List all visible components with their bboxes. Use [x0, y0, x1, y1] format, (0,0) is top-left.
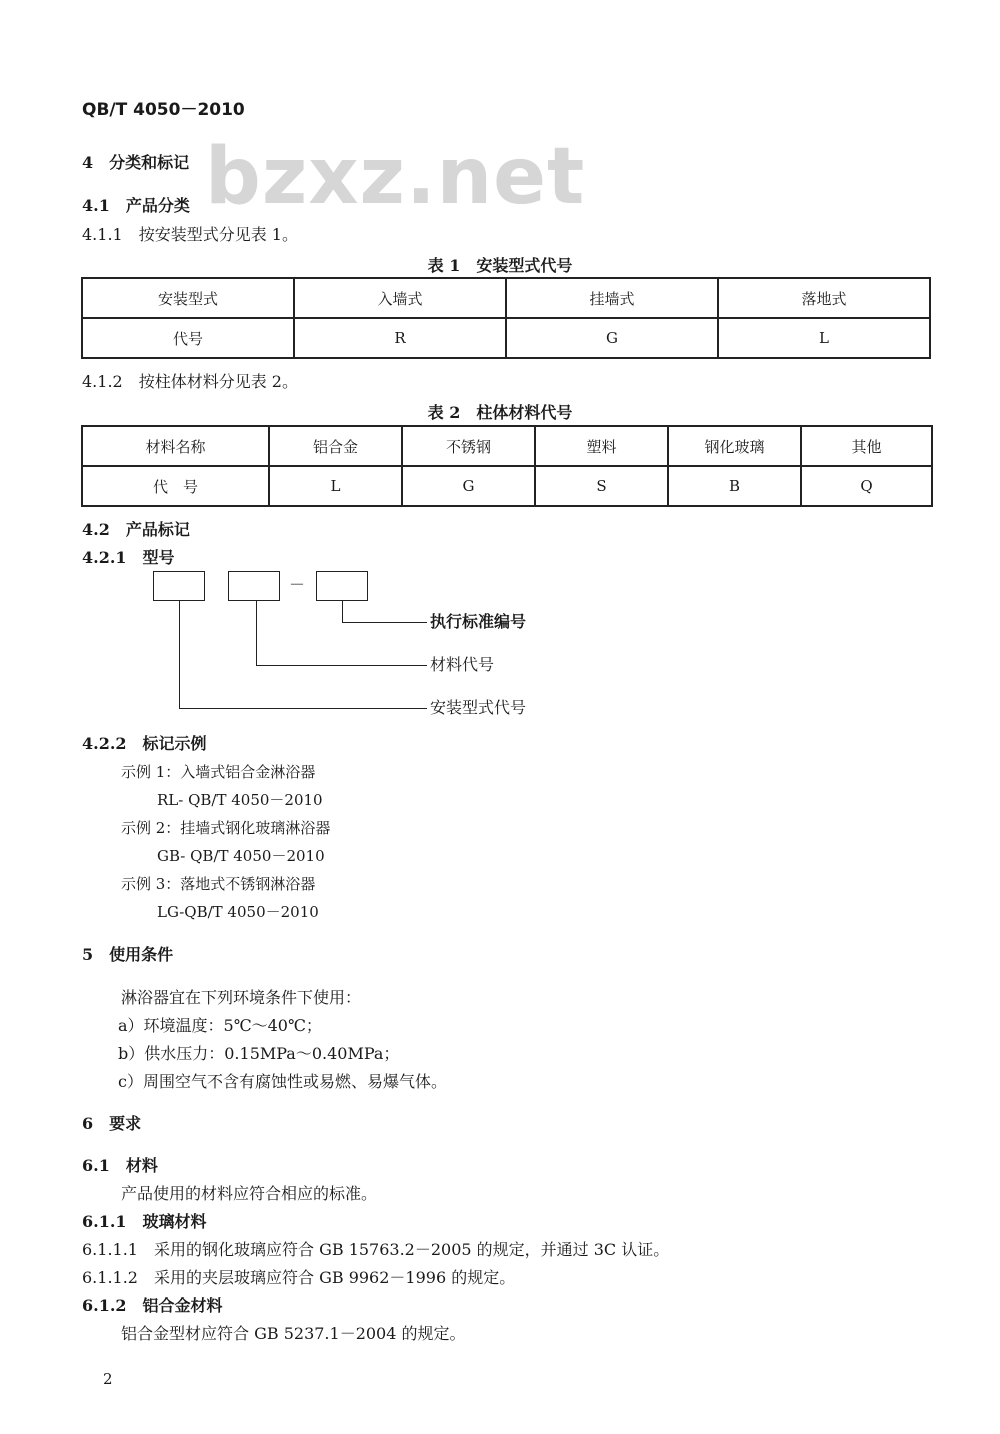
section-6-1-2-text: 铝合金型材应符合 GB 5237.1－2004 的规定。	[121, 1324, 466, 1343]
standard-number-box	[316, 571, 368, 601]
section-6-1-heading: 6.1 材料	[82, 1156, 158, 1175]
table-cell: G	[402, 466, 535, 506]
code-separator: －	[289, 575, 306, 594]
section-6-heading: 6 要求	[82, 1114, 142, 1133]
section-6-1-1-heading: 6.1.1 玻璃材料	[82, 1212, 207, 1231]
material-code-label: 材料代号	[430, 655, 495, 674]
section-5-heading: 5 使用条件	[82, 945, 174, 964]
table-row	[82, 426, 932, 466]
table-cell: 代 号	[82, 466, 269, 506]
example-3-code: LG-QB/T 4050－2010	[157, 903, 319, 921]
table-cell: 钢化玻璃	[668, 426, 801, 466]
table-cell: 代号	[82, 318, 294, 358]
table-cell: L	[269, 466, 402, 506]
section-4-heading: 4 分类和标记	[82, 153, 190, 172]
section-4-2-2-heading: 4.2.2 标记示例	[82, 734, 207, 753]
table-cell: L	[718, 318, 930, 358]
connector-line	[342, 600, 343, 622]
table-1	[81, 277, 931, 359]
example-1-title: 示例 1：入墙式铝合金淋浴器	[121, 763, 316, 781]
standard-code: QB/T 4050－2010	[82, 100, 245, 120]
section-4-1-1-text: 4.1.1 按安装型式分见表 1。	[82, 225, 298, 244]
table-2	[81, 425, 933, 507]
connector-line	[342, 622, 427, 623]
table-cell: R	[294, 318, 506, 358]
example-2-code: GB- QB/T 4050－2010	[157, 847, 325, 865]
material-code-box	[228, 571, 280, 601]
page-number: 2	[103, 1370, 113, 1388]
table-row	[82, 466, 932, 506]
section-6-1-2-heading: 6.1.2 铝合金材料	[82, 1296, 223, 1315]
table-cell: Q	[801, 466, 932, 506]
table-cell: 塑料	[535, 426, 668, 466]
section-4-1-2-text: 4.1.2 按柱体材料分见表 2。	[82, 372, 298, 391]
section-6-1-1-2-text: 6.1.1.2 采用的夹层玻璃应符合 GB 9962－1996 的规定。	[82, 1268, 516, 1287]
example-2-title: 示例 2：挂墙式钢化玻璃淋浴器	[121, 819, 331, 837]
install-type-label: 安装型式代号	[430, 698, 527, 717]
table-2-caption: 表 2 柱体材料代号	[427, 403, 573, 422]
example-1-code: RL- QB/T 4050－2010	[157, 791, 323, 809]
condition-item: c）周围空气不含有腐蚀性或易燃、易爆气体。	[118, 1072, 447, 1091]
section-5-intro: 淋浴器宜在下列环境条件下使用：	[121, 988, 362, 1007]
table-row	[82, 318, 930, 358]
section-4-2-heading: 4.2 产品标记	[82, 520, 190, 539]
table-cell: 挂墙式	[506, 278, 718, 318]
condition-item: b）供水压力：0.15MPa～0.40MPa；	[118, 1044, 400, 1063]
table-cell: 入墙式	[294, 278, 506, 318]
example-3-title: 示例 3：落地式不锈钢淋浴器	[121, 875, 316, 893]
table-row	[82, 278, 930, 318]
connector-line	[179, 600, 180, 708]
table-cell: S	[535, 466, 668, 506]
table-cell: 安装型式	[82, 278, 294, 318]
connector-line	[256, 600, 257, 665]
section-6-1-text: 产品使用的材料应符合相应的标准。	[121, 1184, 378, 1203]
table-cell: G	[506, 318, 718, 358]
section-4-2-1-heading: 4.2.1 型号	[82, 548, 175, 567]
table-cell: 铝合金	[269, 426, 402, 466]
table-1-caption: 表 1 安装型式代号	[427, 256, 573, 275]
table-cell: 其他	[801, 426, 932, 466]
table-cell: 材料名称	[82, 426, 269, 466]
standard-number-label: 执行标准编号	[430, 612, 527, 631]
table-cell: 不锈钢	[402, 426, 535, 466]
section-6-1-1-1-text: 6.1.1.1 采用的钢化玻璃应符合 GB 15763.2－2005 的规定，并通过 3C 认证。	[82, 1240, 670, 1259]
watermark-text: bzxz.net	[205, 132, 586, 222]
table-cell: B	[668, 466, 801, 506]
connector-line	[256, 665, 427, 666]
condition-item: a）环境温度：5℃～40℃；	[118, 1016, 322, 1035]
table-cell: 落地式	[718, 278, 930, 318]
section-4-1-heading: 4.1 产品分类	[82, 196, 190, 215]
install-type-box	[153, 571, 205, 601]
connector-line	[179, 708, 427, 709]
